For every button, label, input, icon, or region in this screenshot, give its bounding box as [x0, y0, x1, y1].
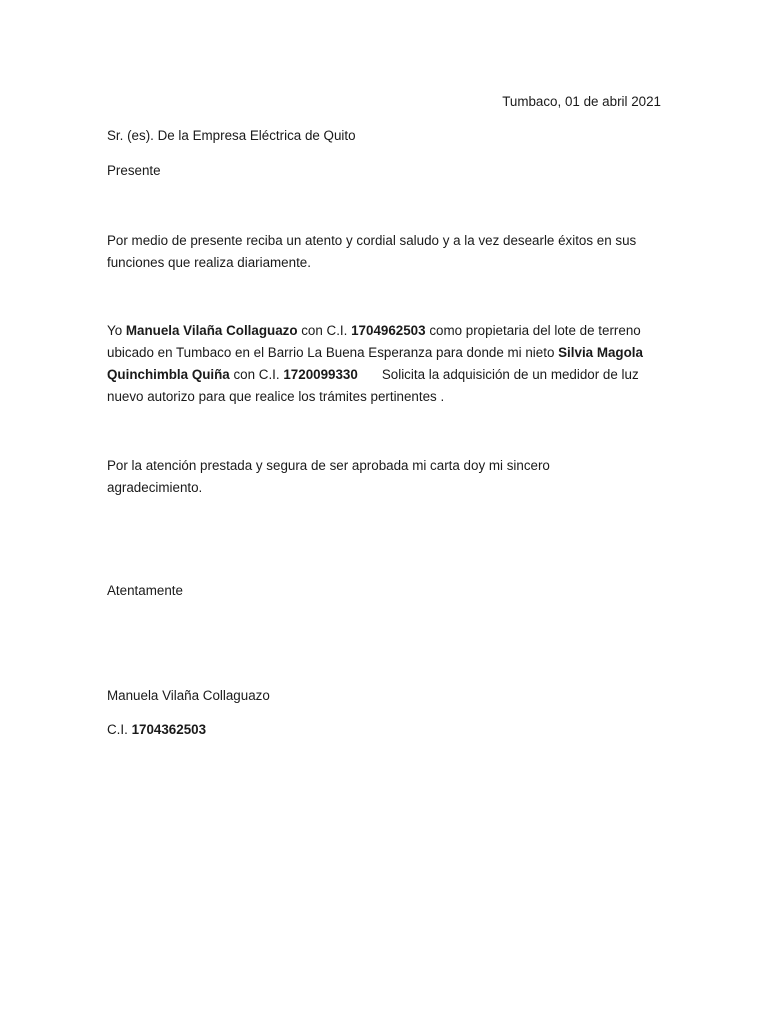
signature-ci-line: [107, 719, 206, 741]
signature-ci: 1704362503: [131, 722, 207, 737]
body-con-ci: con C.I.: [297, 323, 352, 338]
body-con-ci-2: con C.I.: [229, 367, 284, 382]
grandchild-name-part2: Quinchimbla Quiña: [107, 367, 230, 382]
greeting-line-1: Por medio de presente reciba un atento y cordial saludo y a la vez desearle éxitos en sus: [107, 233, 637, 248]
body-line-1-rest: como propietaria del lote de terreno: [425, 323, 641, 338]
owner-ci: 1704962503: [351, 323, 426, 338]
body-line-3-rest: Solicita la adquisición de un medidor de luz: [381, 367, 639, 382]
letter-date: Tumbaco, 01 de abril 2021: [502, 94, 661, 109]
body-line-2: [107, 342, 643, 364]
signature-ci-label: C.I.: [107, 722, 132, 737]
owner-name: Manuela Vilaña Collaguazo: [125, 323, 298, 338]
grandchild-ci: 1720099330: [283, 367, 358, 382]
closing-line: Atentamente: [107, 583, 183, 598]
grandchild-name-part1: Silvia Magola: [558, 345, 643, 360]
presente-line: Presente: [107, 163, 161, 178]
body-line-4: nuevo autorizo para que realice los trámites pertinentes .: [107, 389, 445, 404]
thanks-line-2: agradecimiento.: [107, 480, 203, 495]
body-line-3: [107, 364, 639, 386]
body-line-2-text: ubicado en Tumbaco en el Barrio La Buena Esperanza para donde mi nieto: [107, 345, 559, 360]
thanks-line-1: Por la atención prestada y segura de ser aprobada mi carta doy mi sincero: [107, 458, 550, 473]
greeting-line-2: funciones que realiza diariamente.: [107, 255, 311, 270]
recipient-line: Sr. (es). De la Empresa Eléctrica de Quito: [107, 128, 356, 143]
signature-name: Manuela Vilaña Collaguazo: [107, 688, 270, 703]
body-line-1: [107, 320, 641, 342]
body-yo: Yo: [107, 323, 126, 338]
